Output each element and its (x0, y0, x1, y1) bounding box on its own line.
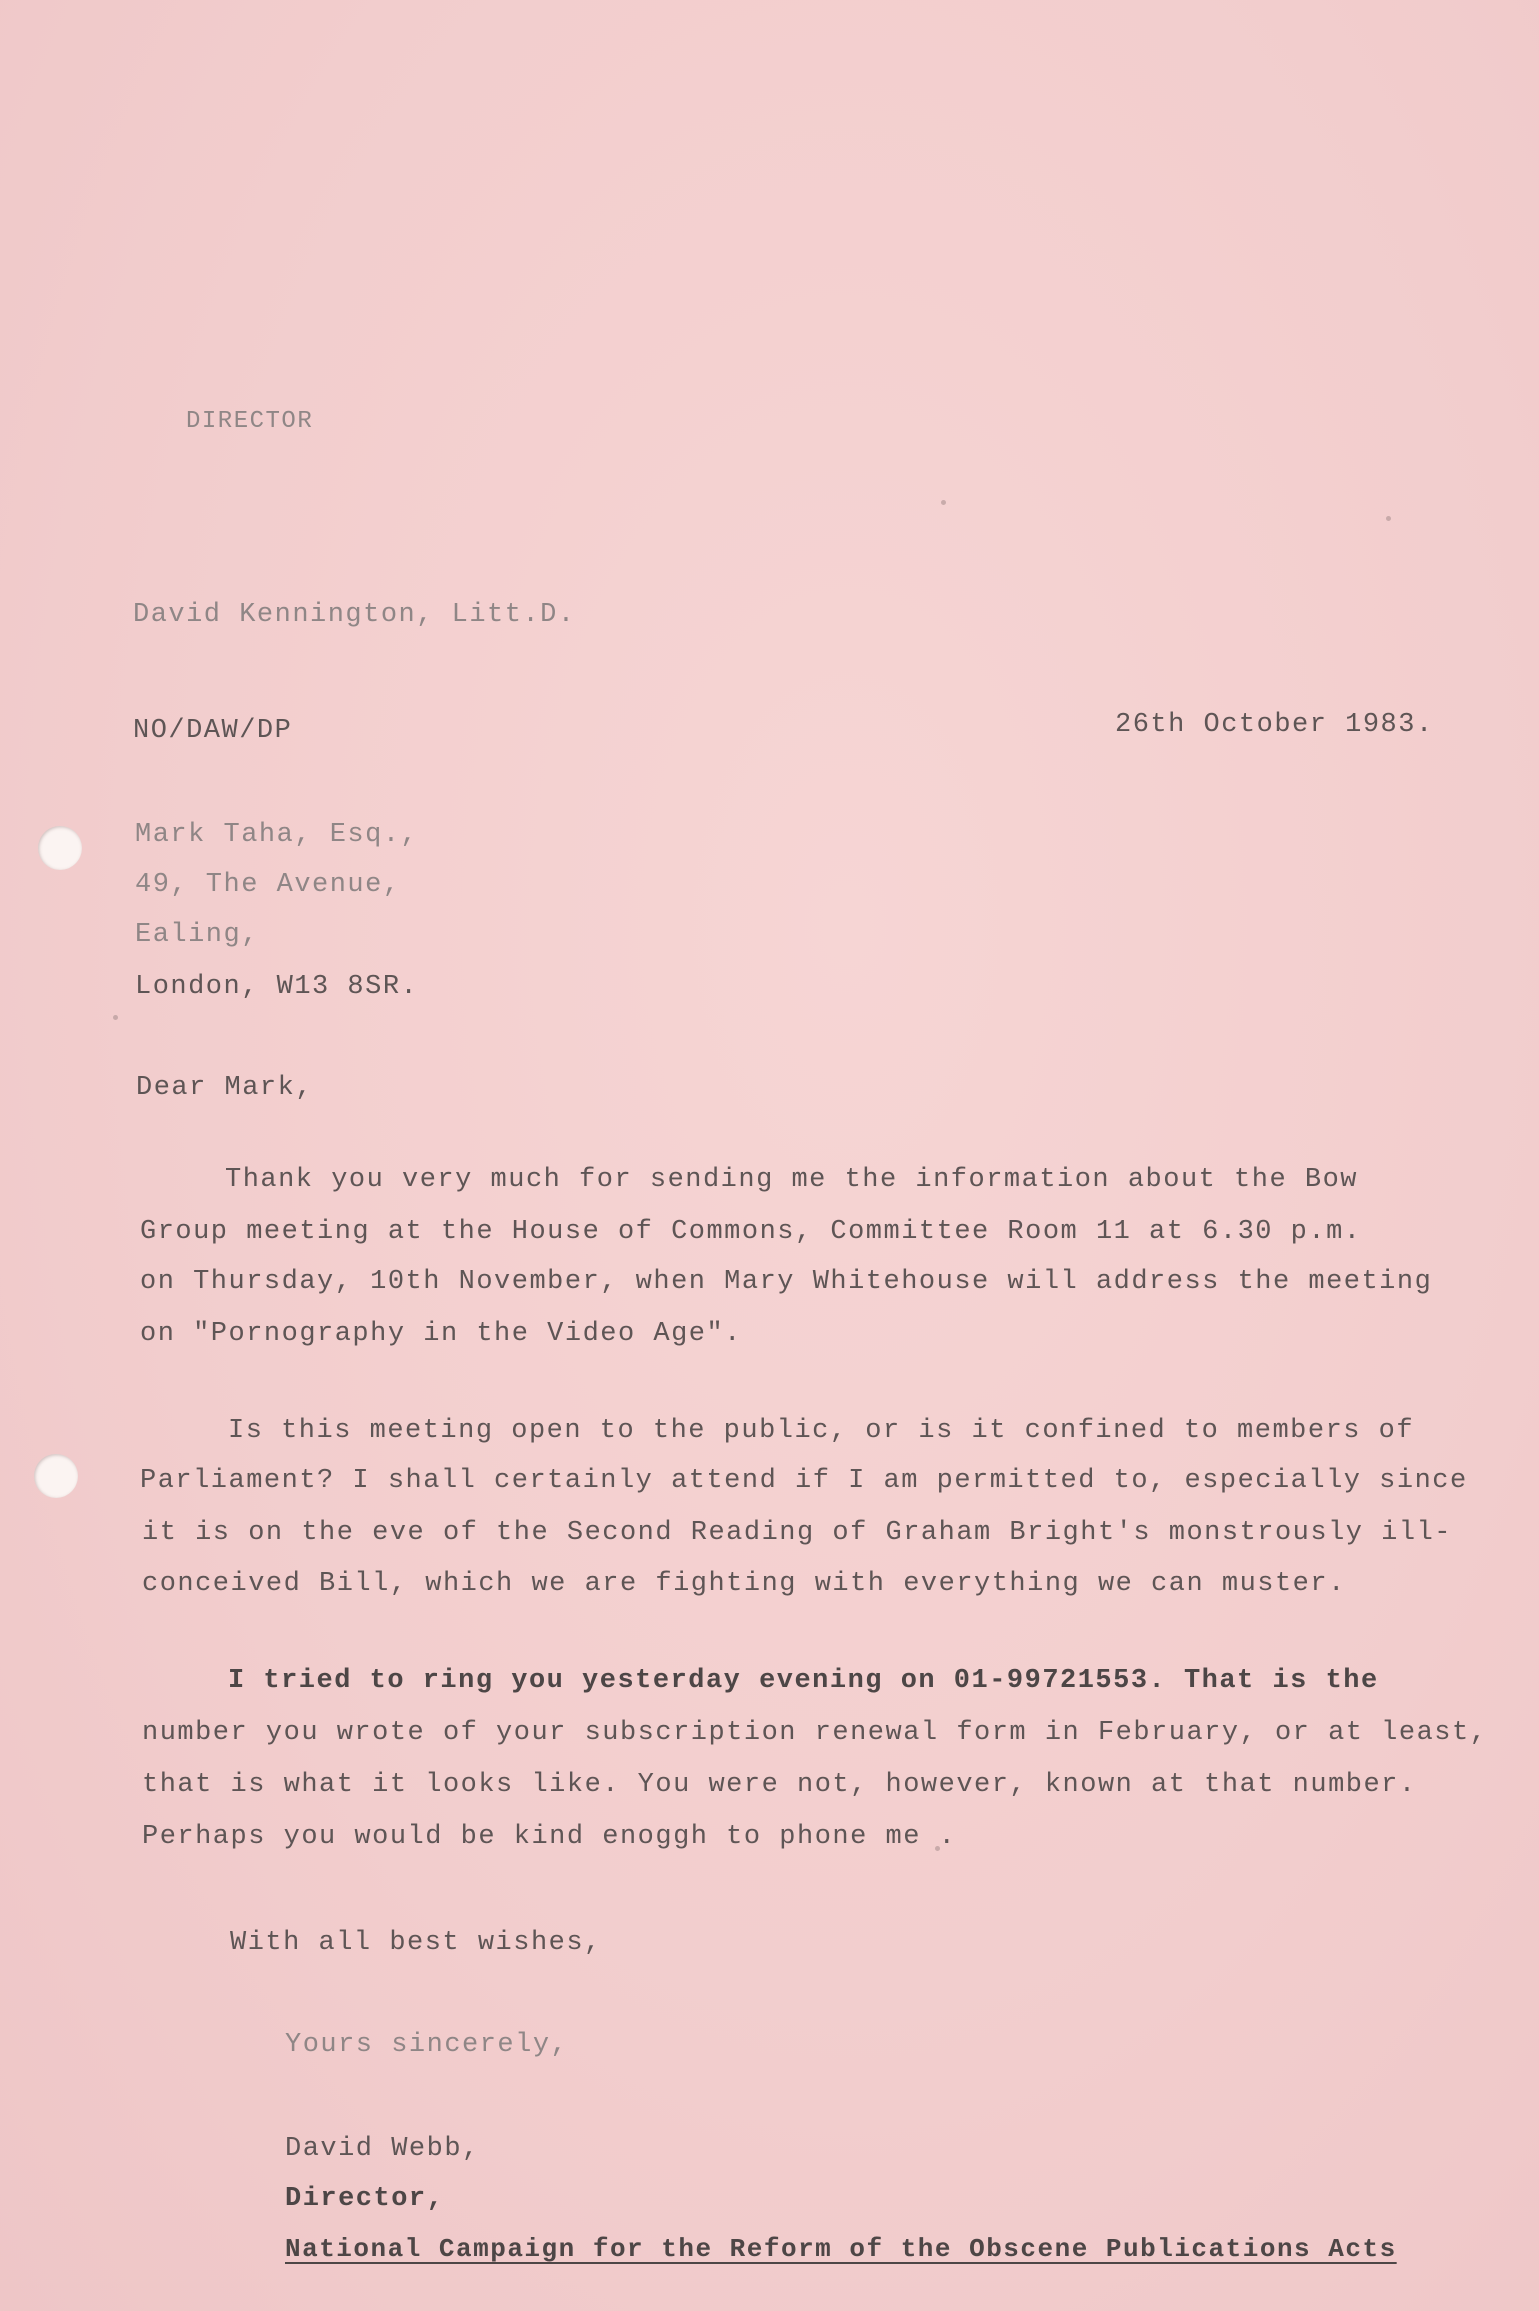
body-line: Group meeting at the House of Commons, Committee Room 11 at 6.30 p.m. (140, 1217, 1362, 1247)
body-line: number you wrote of your subscription renewal form in February, or at least, (142, 1718, 1488, 1748)
body-line: Is this meeting open to the public, or is it confined to members of (228, 1416, 1415, 1446)
body-line: Perhaps you would be kind enoggh to phone me . (142, 1822, 957, 1852)
closing-wishes: With all best wishes, (230, 1928, 602, 1958)
paper-speck (941, 500, 946, 505)
body-line: it is on the eve of the Second Reading of Graham Bright's monstrously ill- (142, 1518, 1452, 1548)
punch-hole-top (38, 826, 82, 870)
body-line: that is what it looks like. You were not, however, known at that number. (142, 1770, 1417, 1800)
reference-code: NO/DAW/DP (133, 716, 293, 746)
letterhead-label: DIRECTOR (186, 408, 314, 435)
letter-date: 26th October 1983. (1115, 710, 1434, 740)
valediction: Yours sincerely, (285, 2030, 569, 2060)
punch-hole-bottom (34, 1454, 78, 1498)
salutation: Dear Mark, (136, 1073, 314, 1103)
address-line: 49, The Avenue, (135, 870, 401, 900)
address-line: London, W13 8SR. (135, 972, 419, 1002)
letterhead-name: David Kennington, Litt.D. (133, 600, 576, 630)
body-line: Thank you very much for sending me the information about the Bow (225, 1165, 1358, 1195)
address-line: Ealing, (135, 920, 259, 950)
body-line: on "Pornography in the Video Age". (140, 1319, 742, 1349)
body-line: I tried to ring you yesterday evening on 01-99721553. That is the (228, 1666, 1379, 1696)
body-line: on Thursday, 10th November, when Mary Whitehouse will address the meeting (140, 1267, 1433, 1297)
paper-speck (1386, 516, 1391, 521)
signer-title: Director, (285, 2184, 445, 2214)
address-line: Mark Taha, Esq., (135, 820, 419, 850)
paper-speck (113, 1015, 118, 1020)
signer-name: David Webb, (285, 2134, 480, 2164)
organisation-name: National Campaign for the Reform of the Obscene Publications Acts (285, 2234, 1397, 2264)
body-line: Parliament? I shall certainly attend if I am permitted to, especially since (140, 1466, 1468, 1496)
body-line: conceived Bill, which we are fighting with everything we can muster. (142, 1569, 1346, 1599)
